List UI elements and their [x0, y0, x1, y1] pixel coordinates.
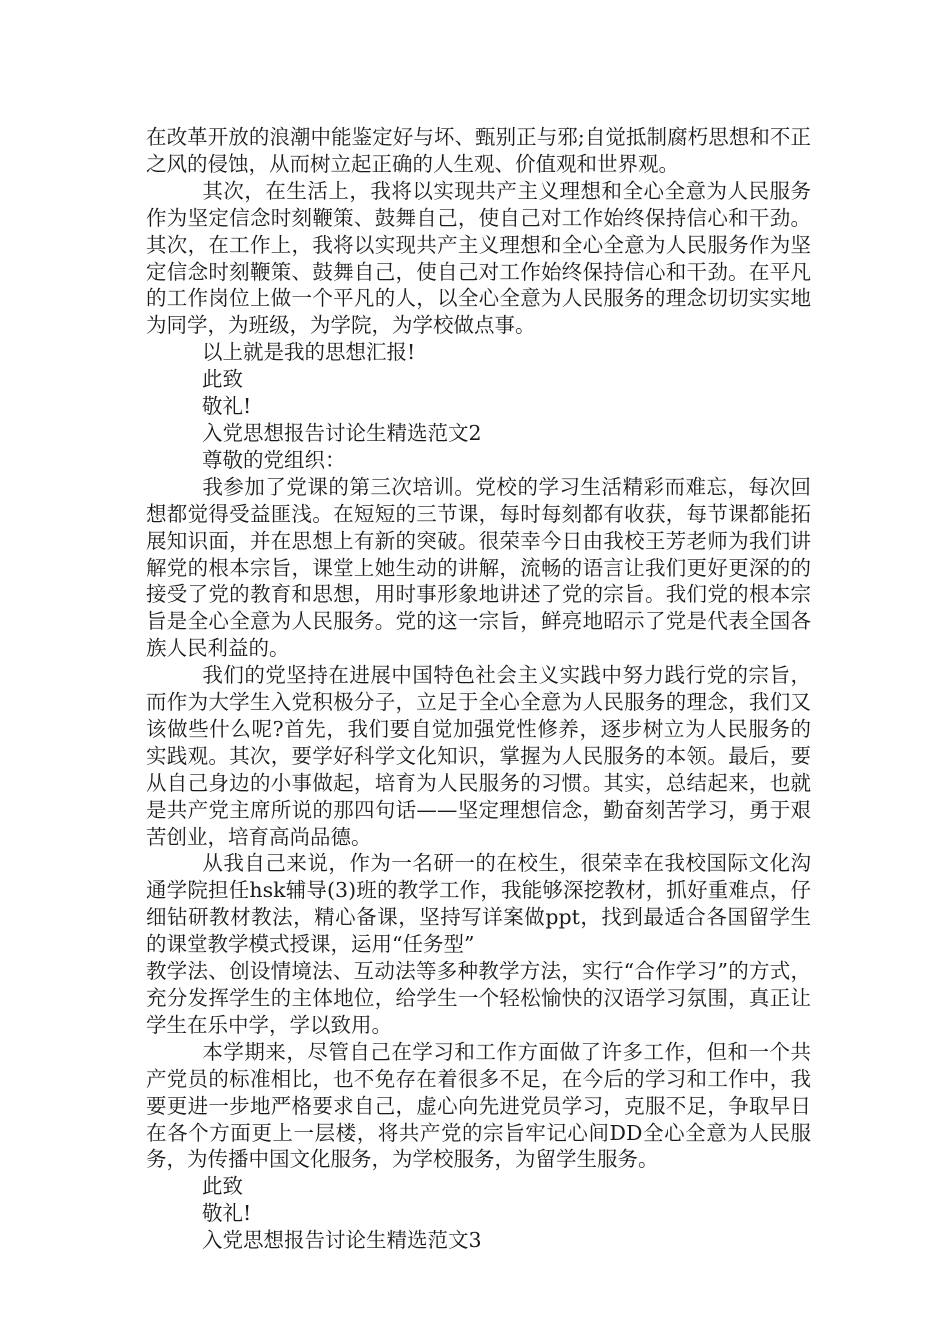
- greeting-line: 尊敬的党组织：: [202, 447, 346, 472]
- section-heading: 入党思想报告讨论生精选范文3: [202, 1228, 482, 1253]
- body-paragraph: 其次，在生活上，我将以实现共产主义理想和全心全意为人民服务作为坚定信念时刻鞭策、鼓舞自己，使自己对工作始终保持信心和干劲。其次，在工作上，我将以实现共产主义理想和全心全意为人民服务作为坚定信念时刻鞭策、鼓舞自己，使自己对工作始终保持信心和干劲。在平凡的工作岗位上做一个平凡的人，以全心全意为人民服务的理念切切实实地为同学，为班级，为学院，为学校做点事。: [146, 178, 811, 338]
- salutation-line: 敬礼!: [202, 394, 252, 419]
- section-heading: 入党思想报告讨论生精选范文2: [202, 420, 482, 445]
- closing-line: 以上就是我的思想汇报!: [202, 340, 416, 365]
- body-paragraph: 从我自己来说，作为一名研一的在校生，很荣幸在我校国际文化沟通学院担任hsk辅导(3)班的教学工作，我能够深挖教材，抓好重难点，仔细钻研教材教法，精心备课，坚持写详案做ppt，找到最适合各国留学生的课堂教学模式授课，运用“任务型”: [146, 851, 811, 957]
- body-paragraph: 在改革开放的浪潮中能鉴定好与坏、甄别正与邪;自觉抵制腐朽思想和不正之风的侵蚀，从而树立起正确的人生观、价值观和世界观。: [146, 125, 811, 176]
- salutation-line: 此致: [202, 1174, 243, 1199]
- document-page: [146, 124, 811, 1254]
- body-paragraph: 本学期来，尽管自己在学习和工作方面做了许多工作，但和一个共产党员的标准相比，也不免存在着很多不足，在今后的学习和工作中，我要更进一步地严格要求自己，虚心向先进党员学习，克服不足，争取早日在各个方面更上一层楼，将共产党的宗旨牢记心间DD全心全意为人民服务，为传播中国文化服务，为学校服务，为留学生服务。: [146, 1039, 811, 1172]
- body-paragraph: 我们的党坚持在进展中国特色社会主义实践中努力践行党的宗旨，而作为大学生入党积极分子，立足于全心全意为人民服务的理念，我们又该做些什么呢?首先，我们要自觉加强党性修养，逐步树立为人民服务的实践观。其次，要学好科学文化知识，掌握为人民服务的本领。最后，要从自己身边的小事做起，培育为人民服务的习惯。其实，总结起来，也就是共产党主席所说的那四句话——坚定理想信念，勤奋刻苦学习，勇于艰苦创业，培育高尚品德。: [146, 663, 811, 849]
- salutation-line: 此致: [202, 367, 243, 392]
- body-paragraph: 教学法、创设情境法、互动法等多种教学方法，实行“合作学习”的方式，充分发挥学生的主体地位，给学生一个轻松愉快的汉语学习氛围，真正让学生在乐中学，学以致用。: [146, 959, 811, 1037]
- salutation-line: 敬礼!: [202, 1201, 252, 1226]
- body-paragraph: 我参加了党课的第三次培训。党校的学习生活精彩而难忘，每次回想都觉得受益匪浅。在短短的三节课，每时每刻都有收获，每节课都能拓展知识面，并在思想上有新的突破。很荣幸今日由我校王芳老师为我们讲解党的根本宗旨，课堂上她生动的讲解，流畅的语言让我们更好更深的的接受了党的教育和思想，用时事形象地讲述了党的宗旨。我们党的根本宗旨是全心全意为人民服务。党的这一宗旨，鲜亮地昭示了党是代表全国各族人民利益的。: [146, 474, 811, 661]
